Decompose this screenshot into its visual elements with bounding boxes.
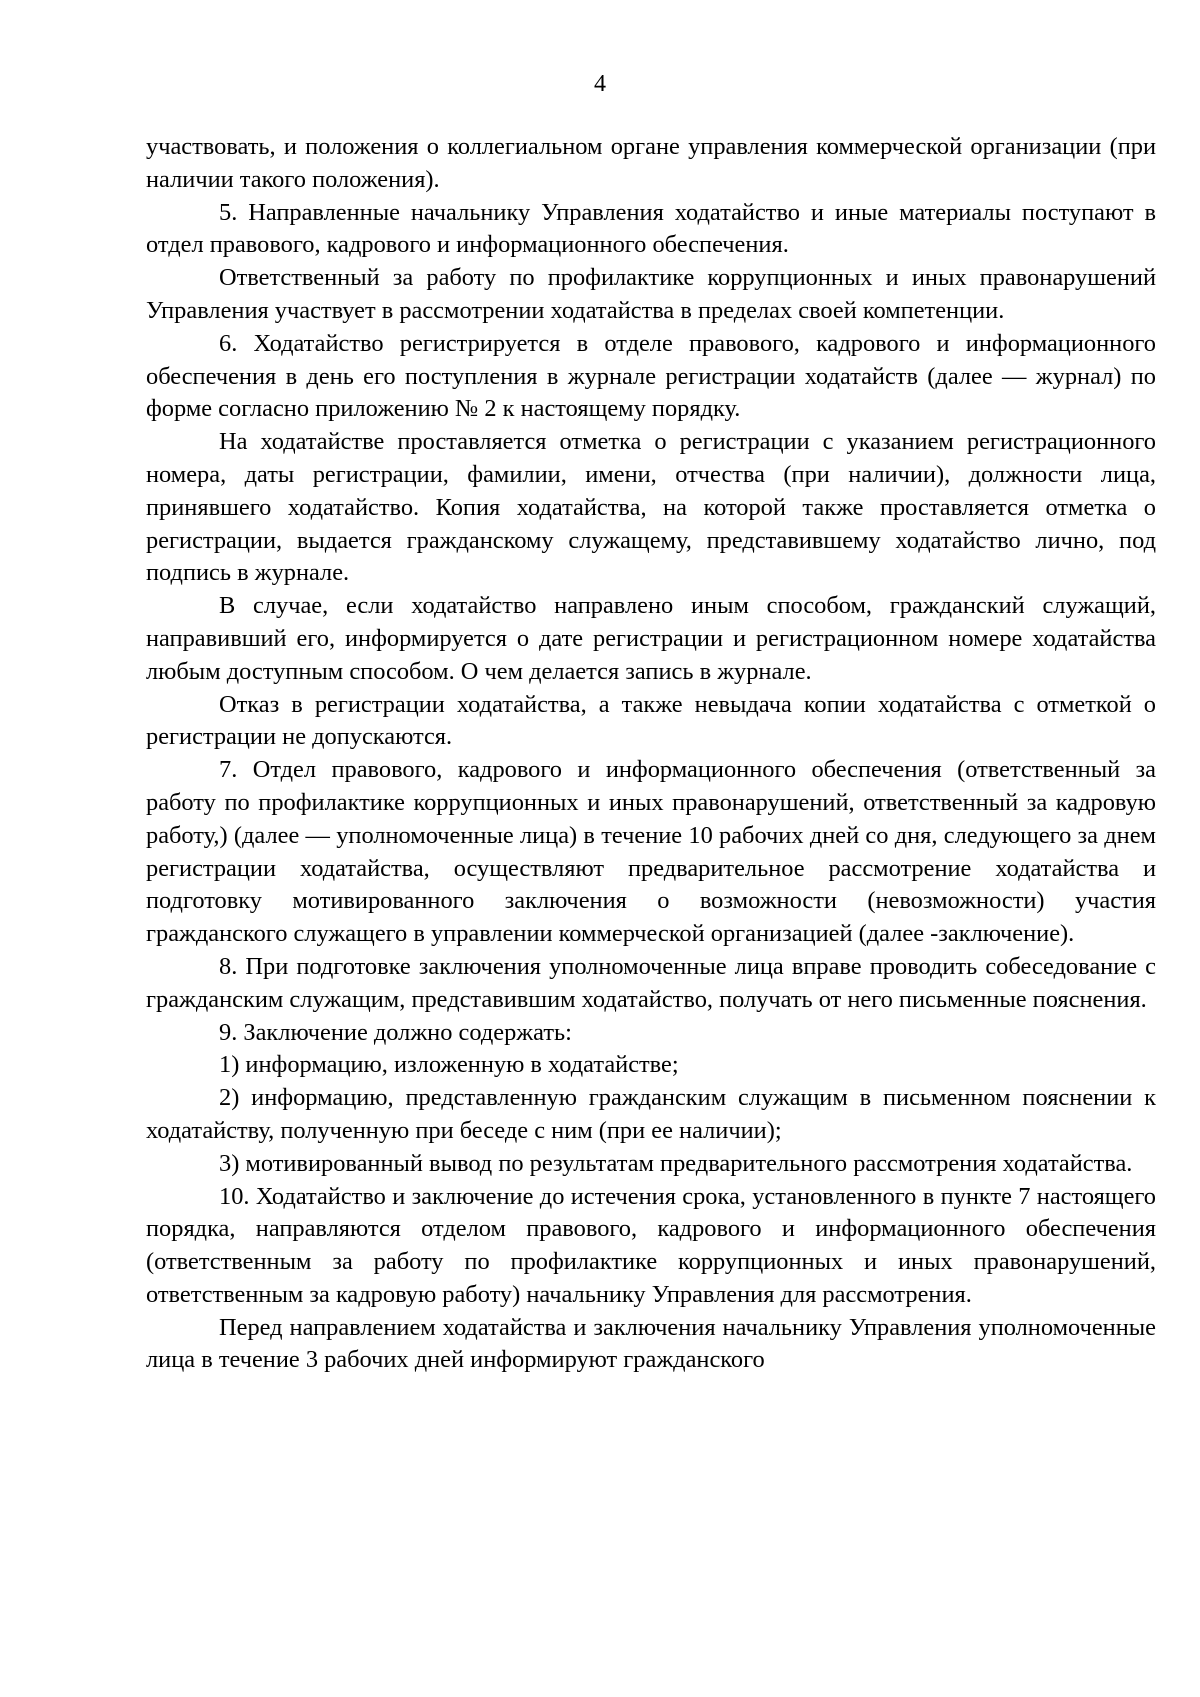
paragraph-item-10-notification: Перед направлением ходатайства и заключения начальнику Управления уполномоченные лица в течение 3 рабочих дней информируют гражданского: [146, 1313, 1156, 1374]
paragraph-item-9-sub-3: 3) мотивированный вывод по результатам предварительного рассмотрения ходатайства.: [219, 1149, 1133, 1177]
paragraph-item-9-sub-2: 2) информацию, представленную гражданским служащим в письменном пояснении к ходатайству, полученную при беседе с ним (при ее наличии);: [146, 1084, 1156, 1144]
document-body: [146, 131, 1156, 1377]
paragraph-item-8: 8. При подготовке заключения уполномоченные лица вправе проводить собеседование с гражданским служащим, представившим ходатайство, получать от него письменные пояснения.: [146, 952, 1156, 1013]
paragraph-item-7: 7. Отдел правового, кадрового и информационного обеспечения (ответственный за работу по профилактике коррупционных и иных правонарушений, ответственный за кадровую работу,) (далее — уполномоченные лица) в течение 10 рабочих дней со дня, следующего за днем регистрации ходатайства, осуществляют предварительное рассмотрение ходатайства и подготовку мотивированного заключения о возможности (невозможности) участия гражданского служащего в управлении коммерческой организацией (далее -заключение).: [146, 756, 1156, 948]
paragraph-item-6: 6. Ходатайство регистрируется в отделе правового, кадрового и информационного обеспечения в день его поступления в журнале регистрации ходатайств (далее — журнал) по форме согласно приложению № 2 к настоящему порядку.: [146, 329, 1156, 423]
paragraph-item-9: 9. Заключение должно содержать:: [219, 1018, 572, 1046]
paragraph-item-5-responsible: Ответственный за работу по профилактике коррупционных и иных правонарушений Управления участвует в рассмотрении ходатайства в пределах своей компетенции.: [146, 264, 1156, 324]
page-number: 4: [594, 71, 606, 97]
paragraph-item-6-refusal: Отказ в регистрации ходатайства, а также невыдача копии ходатайства с отметкой о регистрации не допускаются.: [146, 690, 1156, 751]
paragraph-item-9-sub-1: 1) информацию, изложенную в ходатайстве;: [219, 1051, 679, 1079]
paragraph-item-6-other-method: В случае, если ходатайство направлено иным способом, гражданский служащий, направивший его, информируется о дате регистрации и регистрационном номере ходатайства любым доступным способом. О чем делается запись в журнале.: [146, 592, 1156, 685]
paragraph-item-6-registration-mark: На ходатайстве проставляется отметка о регистрации с указанием регистрационного номера, даты регистрации, фамилии, имени, отчества (при наличии), должности лица, принявшего ходатайство. Копия ходатайства, на которой также проставляется отметка о регистрации, выдается гражданскому служащему, представившему ходатайство лично, под подпись в журнале.: [146, 428, 1156, 587]
paragraph-item-5: 5. Направленные начальнику Управления ходатайство и иные материалы поступают в отдел правового, кадрового и информационного обеспечения.: [146, 198, 1156, 259]
paragraph-item-10: 10. Ходатайство и заключение до истечения срока, установленного в пункте 7 настоящего порядка, направляются отделом правового, кадрового и информационного обеспечения (ответственным за работу по профилактике коррупционных и иных правонарушений, ответственным за кадровую работу) начальнику Управления для рассмотрения.: [146, 1182, 1156, 1308]
paragraph-continuation: участвовать, и положения о коллегиальном органе управления коммерческой организации (при наличии такого положения).: [146, 133, 1156, 193]
